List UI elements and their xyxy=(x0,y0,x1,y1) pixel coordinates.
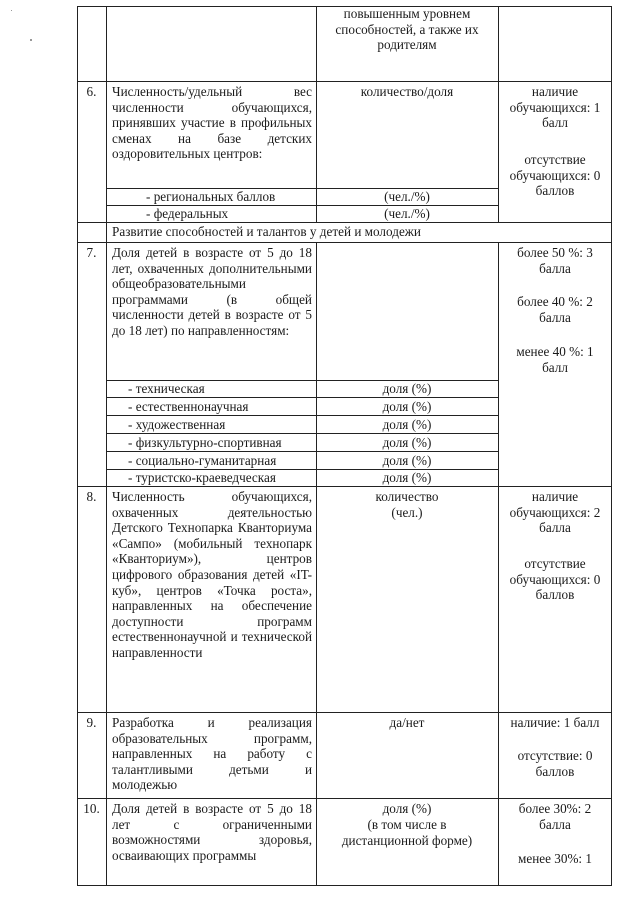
row7-criteria-c: менее 40 %: 1 балл xyxy=(516,344,594,375)
row7-sub-measure: доля (%) xyxy=(382,381,432,396)
row7-criteria-a: более 50 %: 3 балла xyxy=(517,245,593,276)
section-heading: Развитие способностей и талантов у детей и молодежи xyxy=(112,224,421,239)
row9-number: 9. xyxy=(86,715,97,730)
row9-measure: да/нет xyxy=(389,715,425,730)
row6-criteria-b: отсутствие обучающихся: 0 баллов xyxy=(509,152,601,199)
row10-criteria-b: менее 30%: 1 xyxy=(518,851,592,866)
column-divider-3b xyxy=(498,242,499,886)
top-row-measure: повышенным уровнем способностей, а также их родителям xyxy=(335,6,479,53)
row-line-7 xyxy=(77,242,612,243)
row8-measure-a: количество xyxy=(375,489,439,504)
row6-criteria-a: наличие обучающихся: 1 балл xyxy=(509,84,601,131)
row10-measure-a: доля (%) xyxy=(382,801,432,816)
row7-sub-line-3 xyxy=(106,433,499,434)
row6-sub-measure: (чел./%) xyxy=(384,206,430,221)
row8-criteria-b: отсутствие обучающихся: 0 баллов xyxy=(509,556,601,603)
row7-sub-label: - техническая xyxy=(128,381,205,396)
column-divider-2b xyxy=(316,242,317,886)
row6-measure: количество/доля xyxy=(360,84,454,99)
row7-sub-line-2 xyxy=(106,415,499,416)
row7-sub-label: - социально-гуманитарная xyxy=(128,453,277,468)
column-divider-3 xyxy=(498,6,499,222)
column-divider-1 xyxy=(106,6,107,886)
row10-number: 10. xyxy=(83,801,100,816)
row7-criteria-b: более 40 %: 2 балла xyxy=(517,294,593,325)
row10-indicator: Доля детей в возрасте от 5 до 18 лет с ограниченными возможностями здоровья, осваивающих программы xyxy=(112,801,312,863)
row6-sub-measure: (чел./%) xyxy=(384,189,430,204)
row7-number: 7. xyxy=(86,245,97,260)
row6-sub-label: - федеральных xyxy=(146,206,229,221)
row7-sub-measure: доля (%) xyxy=(382,453,432,468)
row10-criteria-a: более 30%: 2 балла xyxy=(518,801,592,832)
table-border-left xyxy=(77,6,78,886)
row7-sub-measure: доля (%) xyxy=(382,470,432,485)
row6-sub-label: - региональных баллов xyxy=(146,189,276,204)
row9-criteria-b: отсутствие: 0 баллов xyxy=(517,748,593,779)
row7-indicator: Доля детей в возрасте от 5 до 18 лет, охваченных дополнительными общеобразовательными программами (в общей численности детей в возрасте от 5 до 18 лет) по направленностям: xyxy=(112,245,312,338)
row-line-8 xyxy=(77,486,612,487)
row7-sub-measure: доля (%) xyxy=(382,435,432,450)
row-line-10 xyxy=(77,798,612,799)
row8-indicator: Численность обучающихся, охваченных деятельностью Детского Технопарка Кванториума «Сампо» (мобильный технопарк «Кванториум»), центров цифрового образования детей «IT-куб», центров «Точка роста», направленных на обеспечение доступности программ естественнонаучной и технической направленности xyxy=(112,489,312,660)
row6-indicator: Численность/удельный вес численности обучающихся, принявших участие в профильных сменах на базе детских оздоровительных центров: xyxy=(112,84,312,162)
row-line-bottom xyxy=(77,885,612,886)
row7-sub-measure: доля (%) xyxy=(382,399,432,414)
row9-criteria-a: наличие: 1 балл xyxy=(510,715,600,730)
row7-sub-label: - естественнонаучная xyxy=(128,399,249,414)
row7-sub-line-4 xyxy=(106,451,499,452)
row7-sub-measure: доля (%) xyxy=(382,417,432,432)
row7-sub-line-1 xyxy=(106,397,499,398)
row8-criteria-a: наличие обучающихся: 2 балла xyxy=(509,489,601,536)
row6-number: 6. xyxy=(86,84,97,99)
row9-indicator: Разработка и реализация образовательных программ, направленных на работу с талантливыми детьми и молодежью xyxy=(112,715,312,793)
scan-speck xyxy=(11,10,12,11)
row7-sub-label: - физкультурно-спортивная xyxy=(128,435,282,450)
row8-measure-b: (чел.) xyxy=(391,505,423,520)
scan-speck xyxy=(30,39,32,41)
row10-measure-b: (в том числе в дистанционной форме) xyxy=(341,817,473,848)
row-line-section xyxy=(77,222,612,223)
row-line-6 xyxy=(77,81,612,82)
row8-number: 8. xyxy=(86,489,97,504)
table-border-right xyxy=(611,6,612,886)
row7-sub-label: - туристско-краеведческая xyxy=(128,470,276,485)
row-line-9 xyxy=(77,712,612,713)
row7-sub-label: - художественная xyxy=(128,417,226,432)
